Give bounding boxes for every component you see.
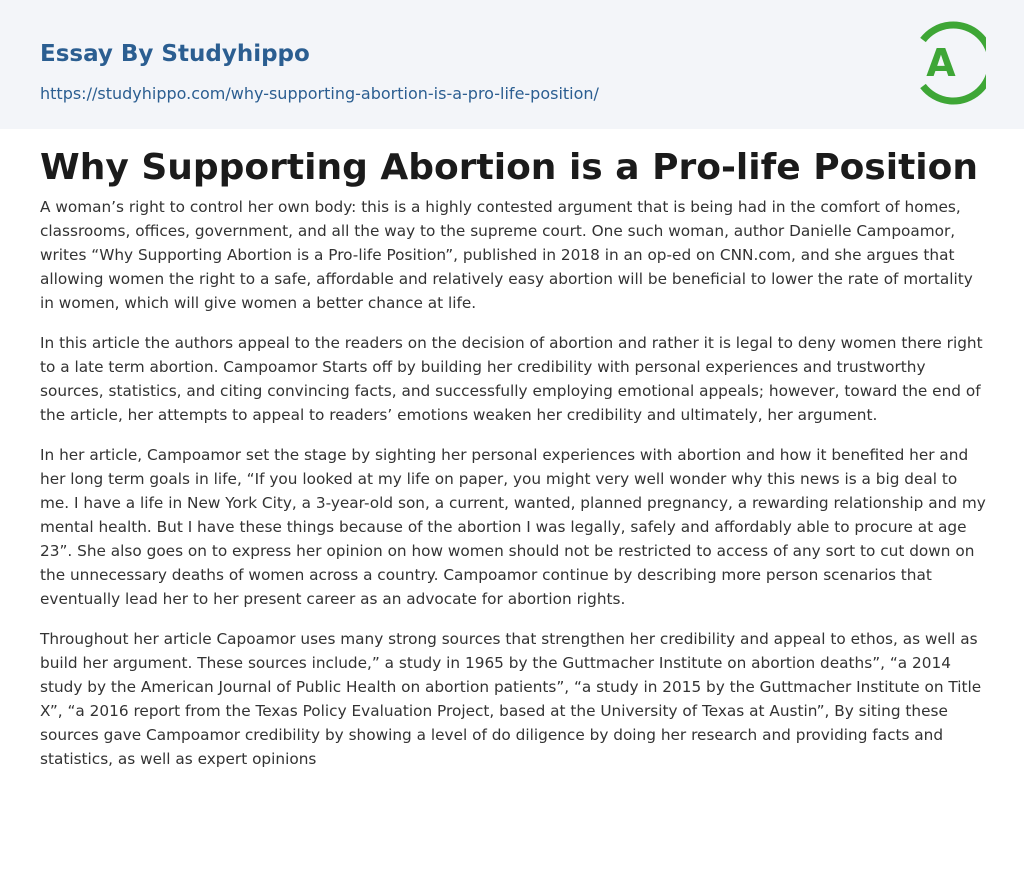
article-paragraph: In this article the authors appeal to the readers on the decision of abortion and rather it is legal to deny women there right to a late term abortion. Campoamor Starts off by building her credibility with personal experiences and trustworthy sources, statistics, and citing convincing facts, and successfully employing emotional appeals; however, toward the end of the article, her attempts to appeal to readers’ emotions weaken her credibility and ultimately, her argument. xyxy=(40,334,983,424)
article-url-link[interactable]: https://studyhippo.com/why-supporting-abortion-is-a-pro-life-position/ xyxy=(40,84,599,103)
brand-title[interactable]: Essay By Studyhippo xyxy=(40,41,310,67)
site-header xyxy=(0,0,1024,129)
article-paragraph: Throughout her article Capoamor uses many strong sources that strengthen her credibility and appeal to ethos, as well as build her argument. These sources include,” a study in 1965 by the Guttmacher Institute on abortion deaths”, “a 2014 study by the American Journal of Public Health on abortion patients”, “a study in 2015 by the Guttmacher Institute on Title X”, “a 2016 report from the Texas Policy Evaluation Project, based at the University of Texas at Austin”, By siting these sources gave Campoamor credibility by showing a level of do diligence by doing her research and providing facts and statistics, as well as expert opinions xyxy=(40,630,982,768)
logo-letter: A xyxy=(926,41,956,85)
studyhippo-logo-icon[interactable] xyxy=(912,20,986,106)
article-paragraph: In her article, Campoamor set the stage by sighting her personal experiences with abortion and how it benefited her and her long term goals in life, “If you looked at my life on paper, you might very well wonder why this news is a big deal to me. I have a life in New York City, a 3-year-old son, a current, wanted, planned pregnancy, a rewarding relationship and my mental health. But I have these things because of the abortion I was legally, safely and affordably able to procure at age 23”. She also goes on to express her opinion on how women should not be restricted to access of any sort to cut down on the unnecessary deaths of women across a country. Campoamor continue by describing more person scenarios that eventually lead her to her present career as an advocate for abortion rights. xyxy=(40,446,986,608)
article-paragraph: A woman’s right to control her own body: this is a highly contested argument that is being had in the comfort of homes, classrooms, offices, government, and all the way to the supreme court. One such woman, author Danielle Campoamor, writes “Why Supporting Abortion is a Pro-life Position”, published in 2018 in an op-ed on CNN.com, and she argues that allowing women the right to a safe, affordable and relatively easy abortion will be beneficial to lower the rate of mortality in women, which will give women a better chance at life. xyxy=(40,198,973,312)
article-body xyxy=(40,195,986,787)
article-title: Why Supporting Abortion is a Pro-life Position xyxy=(40,147,978,188)
